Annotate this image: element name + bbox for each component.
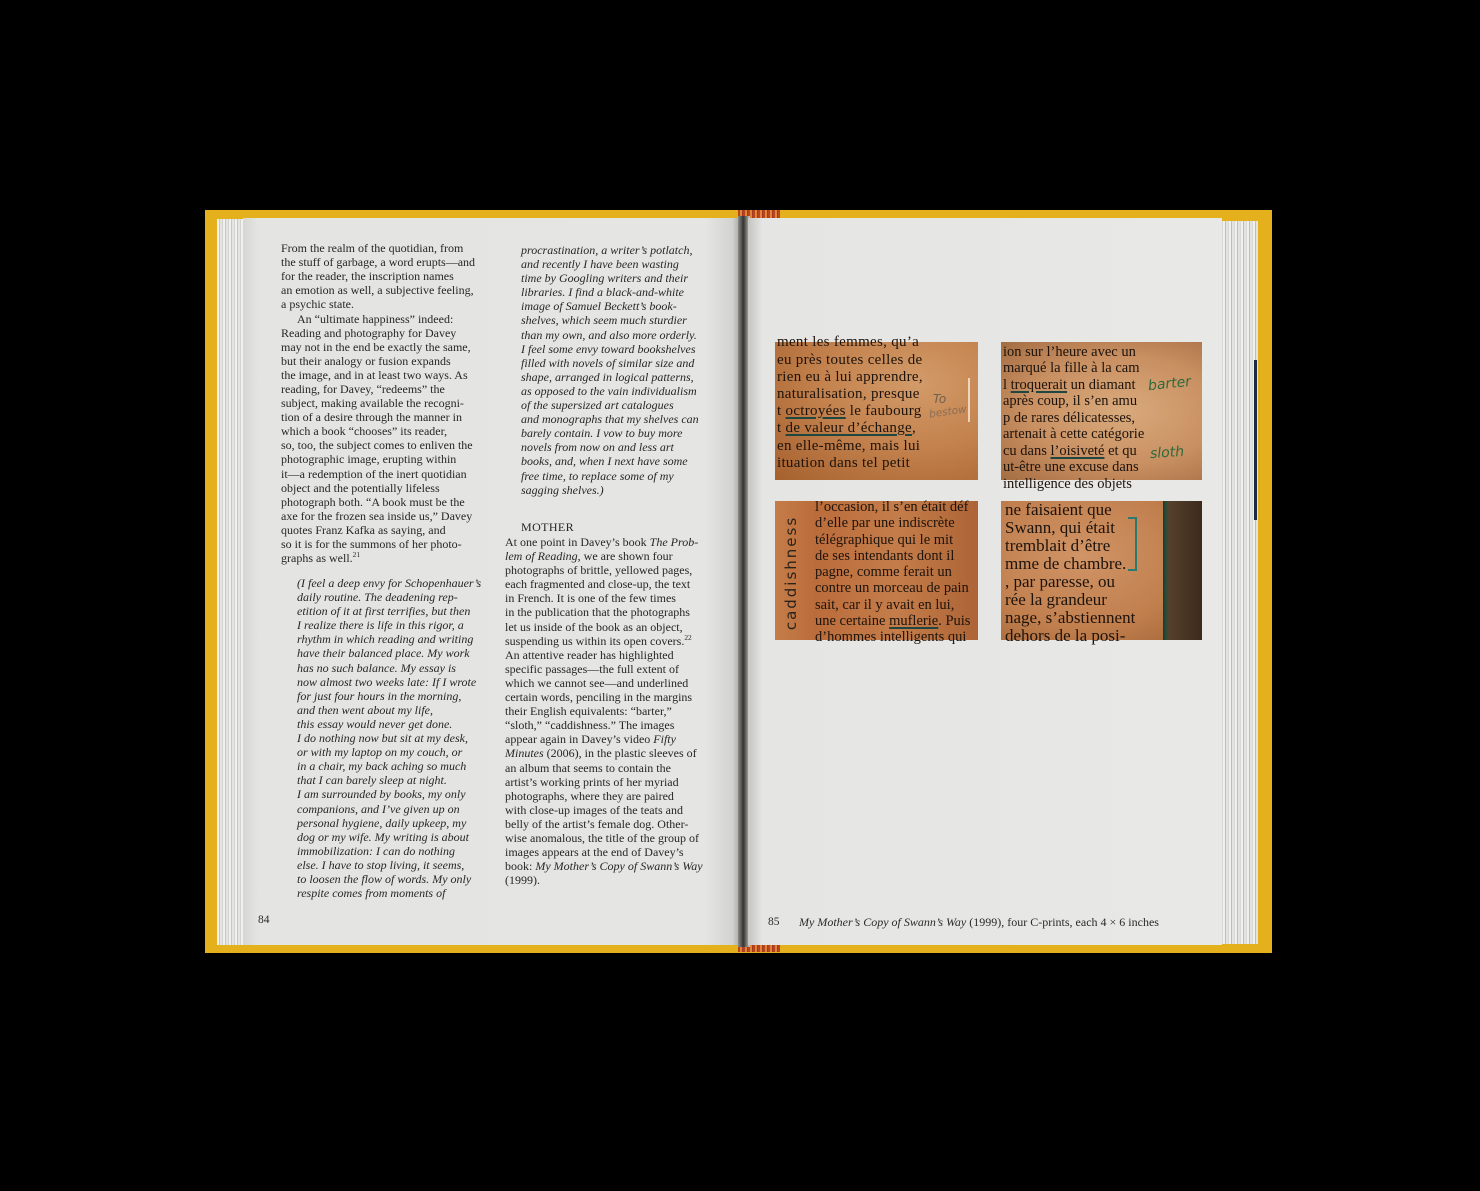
text-line: now almost two weeks late: If I wrote: [297, 674, 477, 689]
photo-text-line: contre un morceau de pain: [815, 580, 969, 597]
photo-bottom-right: [1001, 500, 1202, 645]
text-line: this essay would never get done.: [297, 716, 453, 731]
text-line: photographs, where they are paired: [505, 788, 674, 803]
pencil-annotation: caddishness: [782, 515, 800, 631]
text-line: as opposed to the vain individualism: [521, 383, 697, 398]
text-line: daily routine. The deadening rep-: [297, 590, 458, 605]
text-line: I realize there is life in this rigor, a: [297, 618, 464, 633]
text-line: wise anomalous, the title of the group of: [505, 830, 699, 845]
text-line: so, too, the subject comes to enliven the: [281, 438, 473, 453]
text-line: artist’s working prints of her myriad: [505, 774, 679, 789]
text-line: filled with novels of similar size and: [521, 355, 695, 370]
text-line: free time, to replace some of my: [521, 468, 674, 483]
margin-bracket-mark: [1128, 517, 1137, 571]
photo-text-line: [777, 420, 923, 437]
photo-text-line: intelligence des objets: [1003, 475, 1132, 492]
underlined-word: de valeur d’échange: [785, 420, 912, 437]
col2-italic-aside: [521, 243, 699, 497]
text-line: tion of a desire through the manner in: [281, 410, 462, 425]
text-line: [505, 859, 703, 873]
photo-text-line: d’hommes intelligents qui: [815, 629, 967, 645]
text-line: or with my laptop on my couch, or: [297, 745, 463, 760]
photo-text: [1003, 344, 1144, 493]
underlined-word: l’oisiveté: [1050, 442, 1105, 459]
photo-text-line: ion sur l’heure avec un: [1003, 343, 1136, 360]
text-line: books, and, when I next have some: [521, 454, 688, 469]
text-line: photograph both. “A book must be the: [281, 494, 465, 509]
pencil-annotation: To: [933, 392, 947, 406]
photo-text-line: pagne, comme ferait un: [815, 564, 952, 580]
text-line: quotes Franz Kafka as saying, and: [281, 522, 446, 537]
photo-text-line: [777, 403, 923, 420]
text-line: respite comes from moments of: [297, 886, 446, 901]
text-line: subject, making available the recogni-: [281, 396, 464, 411]
photo-top-left: [775, 334, 978, 480]
text-line: time by Googling writers and their: [521, 271, 688, 286]
text-line: an emotion as well, a subjective feeling,: [281, 283, 474, 298]
photo-text-line: artenait à cette catégorie: [1003, 426, 1145, 443]
text-line: rhythm in which reading and writing: [297, 632, 474, 647]
photo-text: [1005, 501, 1135, 645]
text-line: An attentive reader has highlighted: [505, 647, 674, 662]
text-line: have their balanced place. My work: [297, 646, 470, 661]
text-line: [505, 746, 703, 760]
text-run: t: [777, 420, 786, 437]
text-line: let us inside of the book as an object,: [505, 619, 683, 634]
text-line: I feel some envy toward bookshelves: [521, 341, 696, 356]
page-edge-highlight: [968, 378, 970, 422]
text-line: a psychic state.: [281, 297, 354, 312]
text-run: ,: [912, 420, 917, 437]
text-line: their English equivalents: “barter,”: [505, 704, 672, 719]
text-line: [505, 732, 703, 746]
text-run: At one point in Davey’s book: [505, 535, 650, 549]
photo-text-line: ne faisaient que: [1005, 500, 1112, 519]
text-line: dog or my wife. My writing is about: [297, 829, 469, 844]
text-run: graphs as well.: [281, 551, 353, 566]
text-line: Reading and photography for Davey: [281, 325, 457, 340]
figure-caption: [799, 915, 1159, 929]
text-run: une certaine: [815, 612, 890, 629]
photo-text-line: dehors de la posi-: [1005, 626, 1126, 645]
photo-text-line: d’elle par une indiscrète: [815, 515, 955, 532]
photo-text: [815, 499, 970, 645]
text-run: appear again in Davey’s video: [505, 732, 654, 747]
text-line: [505, 535, 703, 549]
photo-text-line: , par paresse, ou: [1005, 572, 1115, 591]
text-line: photographs of brittle, yellowed pages,: [505, 563, 693, 578]
text-line: image of Samuel Beckett’s book-: [521, 299, 677, 314]
text-line: barely contain. I vow to buy more: [521, 426, 683, 441]
photo-top-right: [1001, 342, 1202, 492]
pencil-annotation: bestow: [928, 403, 968, 421]
photo-text-line: Swann, qui était: [1005, 518, 1116, 537]
photo-text-line: nage, s’abstiennent: [1005, 608, 1136, 627]
text-line: which we cannot see—and underlined: [505, 675, 689, 690]
photo-text-line: p de rares délicatesses,: [1003, 409, 1136, 426]
photo-text-line: en elle-même, mais lui: [777, 437, 921, 454]
text-line: for the reader, the inscription names: [281, 269, 454, 284]
text-line: but their analogy or fusion expands: [281, 353, 451, 368]
text-line: object and the potentially lifeless: [281, 480, 440, 495]
pencil-annotation: barter: [1147, 373, 1192, 395]
text-line: else. I have to stop living, it seems,: [297, 857, 465, 872]
italic-run: Minutes: [505, 746, 544, 761]
col1-italic-aside: [297, 576, 481, 900]
page-edge-marker: [1254, 360, 1257, 520]
photo-text-line: ment les femmes, qu’a: [777, 334, 920, 351]
text-line: with close-up images of the teats and: [505, 802, 683, 817]
caption-text: (1999), four C-prints, each 4 × 6 inches: [966, 915, 1159, 929]
text-line: for just four hours in the morning,: [297, 688, 462, 703]
underlined-word: octroyées: [785, 403, 846, 420]
text-line: and then went about my life,: [297, 702, 433, 717]
col1-paragraph-1: [281, 241, 475, 311]
col2-paragraph: [505, 535, 703, 887]
text-line: an album that seems to contain the: [505, 760, 671, 775]
text-run: un diamant: [1067, 376, 1136, 393]
photo-text-line: rée la grandeur: [1005, 590, 1107, 609]
photo-text-line: mme de chambre.: [1005, 554, 1127, 573]
photo-text-line: [815, 613, 970, 629]
photo-text-line: sait, car il y avait en lui,: [815, 596, 955, 613]
text-line: procrastination, a writer’s potlatch,: [521, 243, 693, 257]
text-line: of the supersized art catalogues: [521, 398, 674, 413]
text-line: immobilization: I can do nothing: [297, 843, 455, 858]
text-line: belly of the artist’s female dog. Other-: [505, 816, 689, 831]
page-number-right: 85: [768, 916, 780, 928]
text-line: sagging shelves.): [521, 482, 604, 497]
italic-run: Fifty: [653, 732, 676, 747]
text-line: [281, 551, 473, 565]
text-line: etition of it at first terrifies, but then: [297, 604, 471, 619]
text-line: shape, arranged in logical patterns,: [521, 369, 694, 384]
photo-text-line: tremblait d’être: [1005, 536, 1111, 555]
italic-run: lem of Reading: [505, 549, 578, 564]
text-line: (I feel a deep envy for Schopenhauer’s: [297, 576, 482, 590]
text-line: shelves, which seem much sturdier: [521, 313, 687, 328]
text-line: in a chair, my back aching so much: [297, 759, 467, 774]
text-line: companions, and I’ve given up on: [297, 801, 460, 816]
photo-text-line: marqué la fille à la cam: [1003, 360, 1140, 377]
text-run: book:: [505, 859, 536, 874]
caption-title: My Mother’s Copy of Swann’s Way: [799, 915, 967, 929]
underlined-word: troquerait: [1010, 376, 1068, 393]
text-line: has no such balance. My essay is: [297, 660, 456, 675]
text-run: l: [1003, 376, 1011, 393]
section-heading: MOTHER: [521, 520, 575, 534]
footnote-ref: 21: [352, 550, 361, 560]
text-line: From the realm of the quotidian, from: [281, 241, 464, 255]
text-line: that I can barely sleep at night.: [297, 773, 447, 788]
text-line: “sloth,” “caddishness.” The images: [505, 718, 675, 733]
text-run: . Puis: [938, 612, 971, 629]
text-run: (2006), in the plastic sleeves of: [543, 746, 697, 761]
text-line: and recently I have been wasting: [521, 257, 679, 272]
text-line: than my own, and also more orderly.: [521, 327, 697, 342]
text-line: certain words, penciling in the margins: [505, 690, 693, 705]
text-run: et qu: [1104, 442, 1137, 459]
text-run: le faubourg: [845, 403, 922, 420]
photo-text-line: rien eu à lui apprendre,: [777, 368, 923, 385]
footnote-ref: 22: [684, 632, 692, 642]
text-line: in the publication that the photographs: [505, 605, 690, 620]
photo-text-line: ituation dans tel petit: [777, 454, 911, 471]
page-edges-right: [1222, 221, 1258, 944]
text-line: libraries. I find a black-and-white: [521, 285, 684, 300]
text-line: [505, 634, 703, 648]
pencil-annotation: sloth: [1149, 443, 1185, 463]
photo-text-line: eu près toutes celles de: [777, 351, 923, 368]
page-number-left: 84: [258, 914, 270, 926]
text-line: the stuff of garbage, a word erupts—and: [281, 255, 476, 270]
photo-text: [777, 334, 923, 472]
text-line: I am surrounded by books, my only: [297, 787, 466, 802]
text-line: so it is for the summons of her photo-: [281, 537, 462, 551]
text-line: personal hygiene, daily upkeep, my: [297, 815, 467, 830]
photo-text-line: de ses intendants dont il: [815, 547, 955, 564]
text-line: the image, and in at least two ways. As: [281, 367, 468, 382]
text-line: reading, for Davey, “redeems” the: [281, 381, 445, 396]
italic-run: My Mother’s Copy of Swann’s Way: [535, 859, 703, 874]
photo-text-line: télégraphique qui le mit: [815, 531, 954, 548]
text-line: (1999).: [505, 873, 540, 888]
italic-run: The Prob-: [649, 535, 699, 549]
text-line: axe for the frozen sea inside us,” Davey: [281, 508, 473, 523]
text-line: photographic image, erupting within: [281, 452, 457, 467]
text-line: [505, 549, 703, 563]
photo-text-line: [1003, 377, 1144, 394]
text-run: cu dans: [1003, 442, 1051, 459]
text-run: suspending us within its open covers.: [505, 633, 685, 648]
text-line: may not in the end be exactly the same,: [281, 339, 471, 354]
text-run: t: [777, 403, 786, 420]
text-line: each fragmented and close-up, the text: [505, 577, 691, 592]
text-line: which a book “chooses” its reader,: [281, 424, 448, 439]
photo-text-line: ut-être une excuse dans: [1003, 459, 1139, 476]
text-line: I do nothing now but sit at my desk,: [297, 731, 468, 746]
text-line: novels from now on and less art: [521, 440, 674, 455]
text-line: and monographs that my shelves can: [521, 412, 699, 427]
text-line: it—a redemption of the inert quotidian: [281, 466, 467, 481]
text-line: images appears at the end of Davey’s: [505, 845, 684, 860]
photo-bottom-left: [775, 499, 978, 645]
photo-text-line: l’occasion, il s’en était déf: [815, 499, 969, 515]
text-line: to loosen the flow of words. My only: [297, 871, 472, 886]
col1-paragraph-2: [281, 312, 473, 566]
photo-text-line: naturalisation, presque: [777, 386, 920, 403]
photo-text-line: [1003, 443, 1144, 460]
text-line: specific passages—the full extent of: [505, 661, 679, 676]
photo-text-line: après coup, il s’en amu: [1003, 393, 1138, 410]
text-line: An “ultimate happiness” indeed:: [297, 311, 454, 326]
page-edge-shadow: [1163, 501, 1202, 640]
text-line: in French. It is one of the few times: [505, 591, 676, 606]
underlined-word: muflerie: [889, 612, 939, 629]
text-run: , we are shown four: [577, 549, 673, 564]
page-edges-left: [217, 219, 244, 945]
